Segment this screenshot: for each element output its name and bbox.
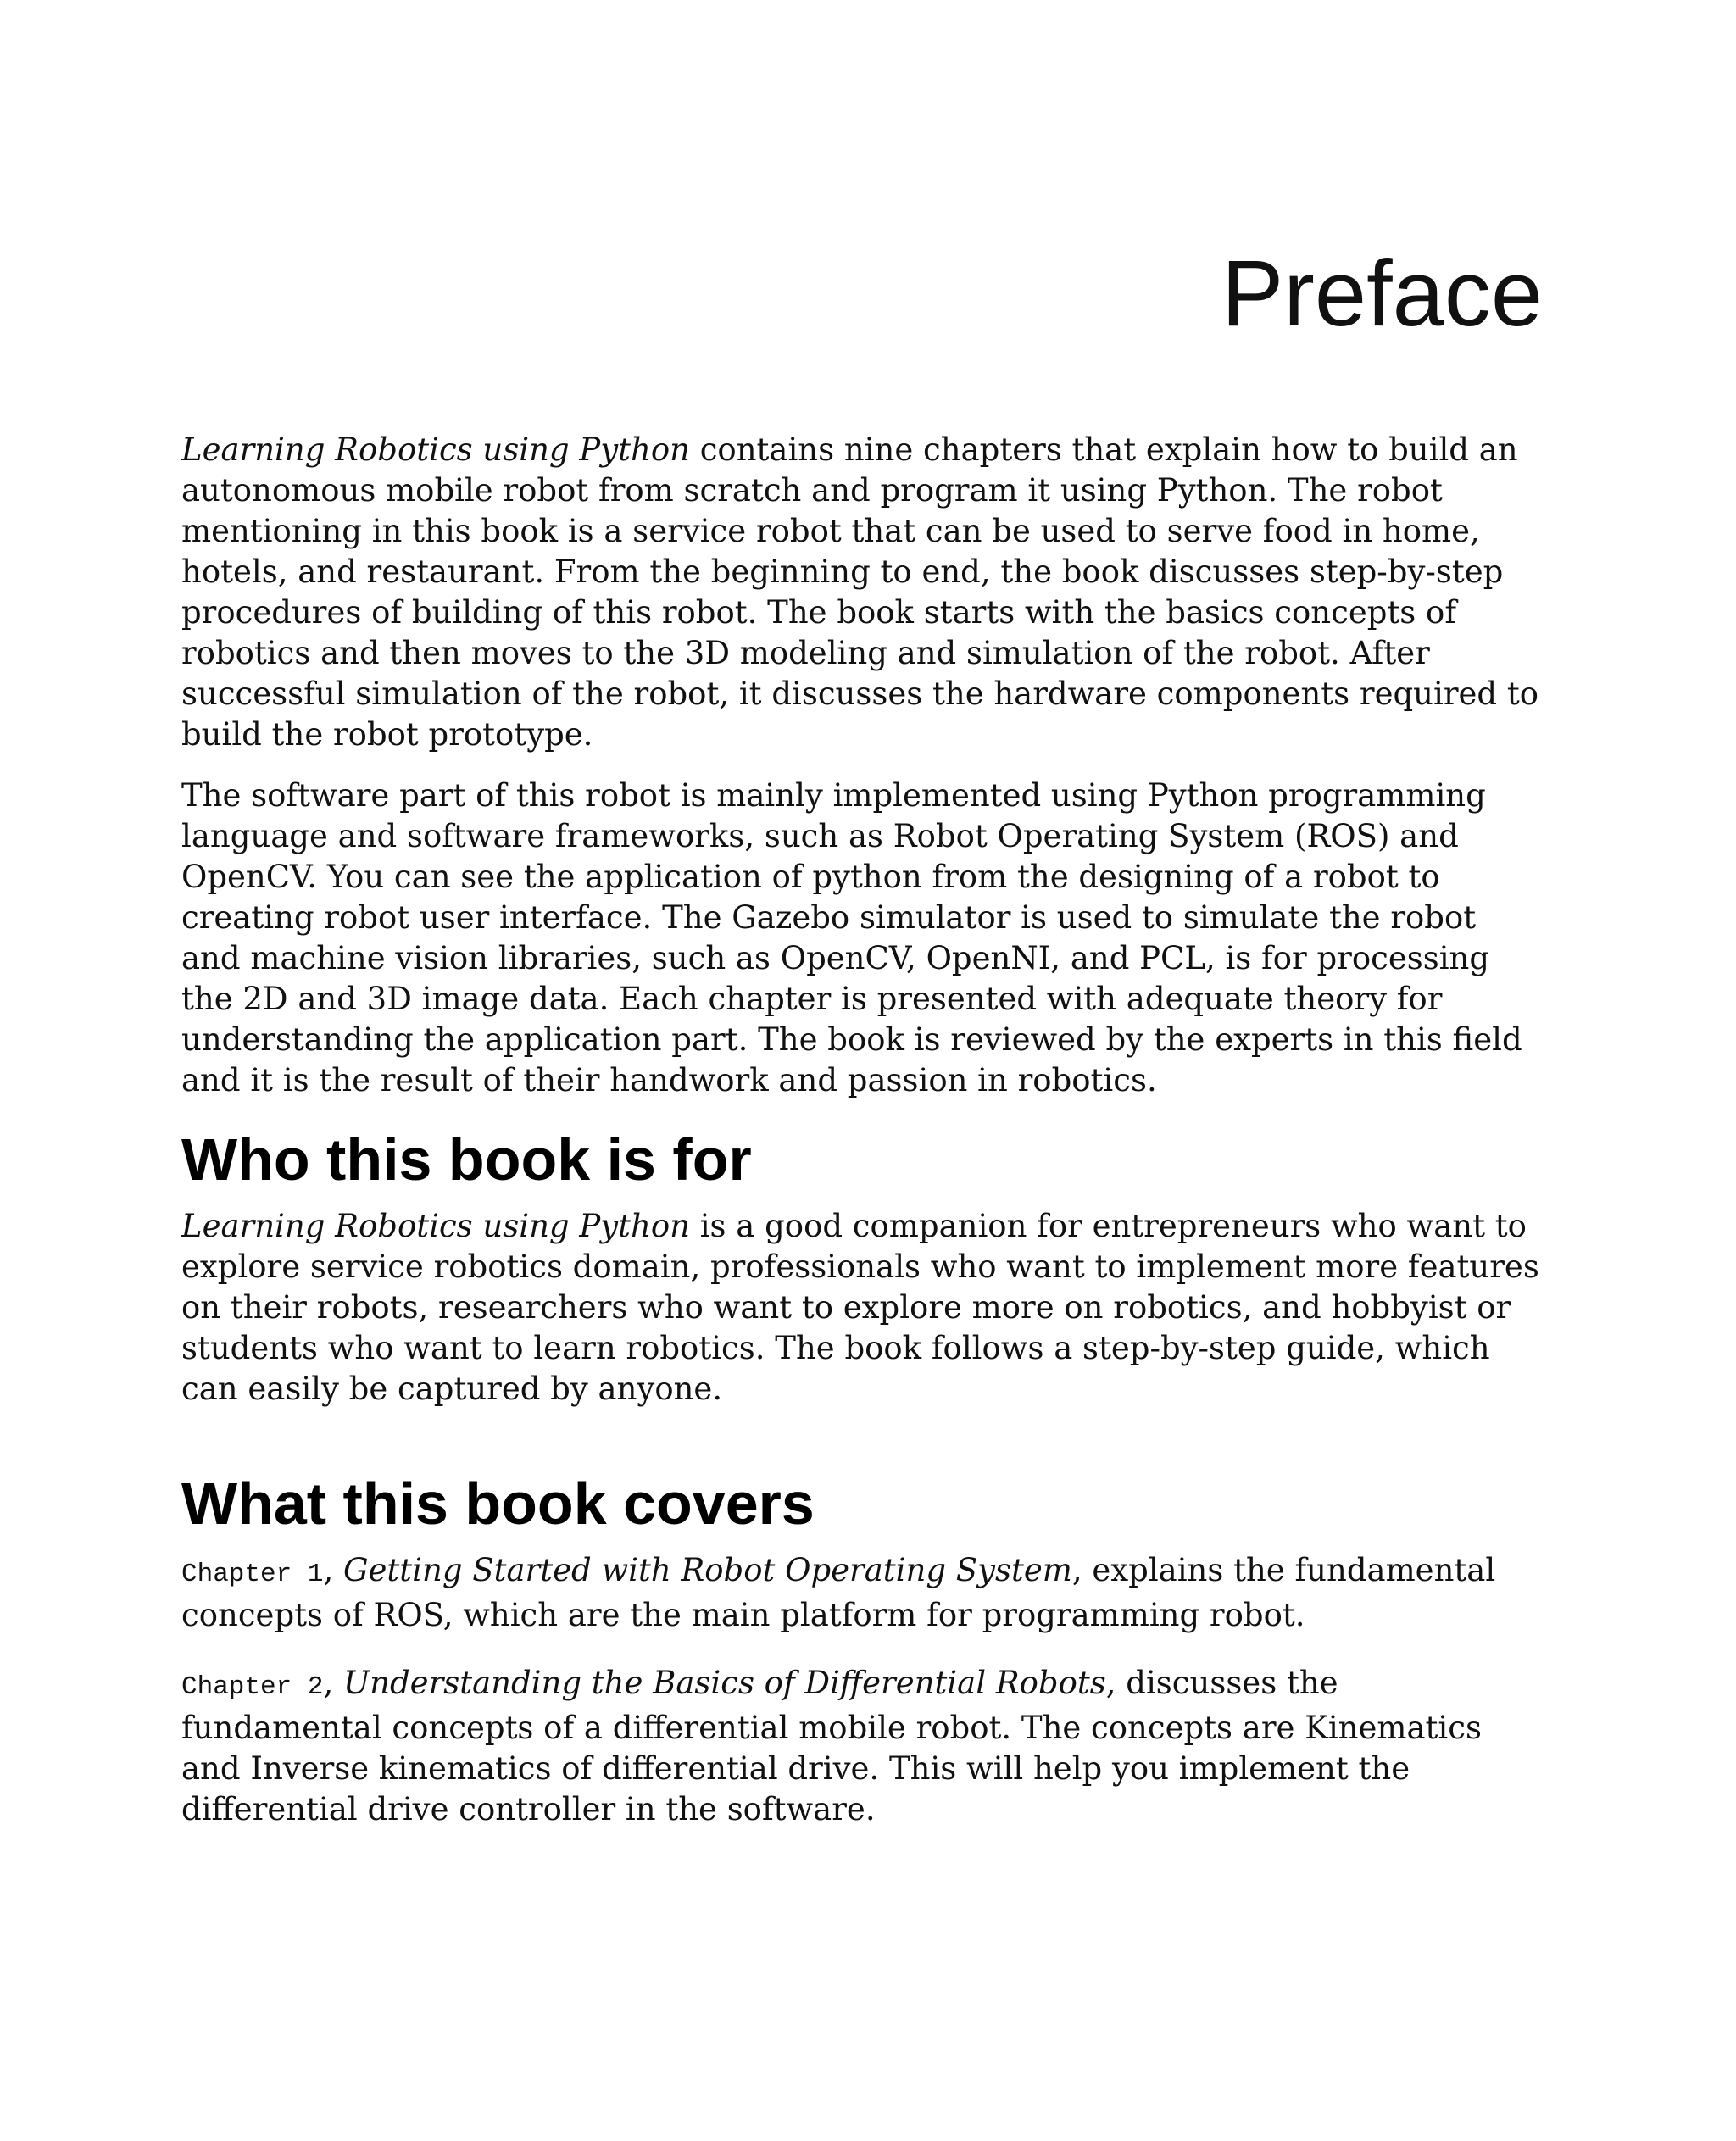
chapter-description: , explains the fundamental concepts of ROS, which are the main platform for programming robot. — [181, 1552, 1496, 1633]
intro-paragraph-1-text: contains nine chapters that explain how to build an autonomous mobile robot from scratch and program it using Python. The robot mentioning in this book is a service robot that can be used to serve food in home, hotels, and restaurant. From the beginning to end, the book discusses step-by-step procedures of building of this robot. The book starts with the basics concepts of robotics and then moves to the 3D modeling and simulation of the robot. After successful simulation of the robot, it discusses the hardware components required to build the robot prototype. — [181, 431, 1539, 753]
chapter-title: Getting Started with Robot Operating System — [342, 1552, 1072, 1588]
intro-section — [181, 430, 1543, 1101]
intro-paragraph-2: The software part of this robot is mainly implemented using Python programming language and software frameworks, such as Robot Operating System (ROS) and OpenCV. You can see the application of python from the designing of a robot to creating robot user interface. The Gazebo simulator is used to simulate the robot and machine vision libraries, such as OpenCV, OpenNI, and PCL, is for processing the 2D and 3D image data. Each chapter is presented with adequate theory for understanding the application part. The book is reviewed by the experts in this field and it is the result of their handwork and passion in robotics. — [181, 777, 1522, 1098]
book-title-italic: Learning Robotics using Python — [181, 431, 690, 468]
book-title-italic: Learning Robotics using Python — [181, 1208, 690, 1244]
chapter-entry — [181, 1550, 1543, 1636]
covers-heading: What this book covers — [181, 1471, 815, 1537]
who-heading: Who this book is for — [181, 1126, 752, 1193]
chapter-sep: , — [323, 1552, 343, 1588]
who-paragraph-text: is a good companion for entrepreneurs who want to explore service robotics domain, professionals who want to implement more features on their robots, researchers who want to explore more on robotics, and hobbyist or students who want to learn robotics. The book follows a step-by-step guide, which can easily be captured by anyone. — [181, 1208, 1539, 1407]
chapter-title: Understanding the Basics of Differential Robots — [342, 1665, 1106, 1701]
chapter-entry — [181, 1663, 1543, 1830]
chapter-sep: , — [323, 1665, 343, 1701]
covers-section — [181, 1471, 1543, 1830]
page-title: Preface — [1221, 242, 1543, 346]
who-section — [181, 1126, 1543, 1410]
chapter-label: Chapter 2 — [181, 1672, 324, 1702]
who-paragraph — [181, 1206, 1543, 1410]
chapter-description: , discusses the fundamental concepts of a differential mobile robot. The concepts are Kinematics and Inverse kinematics of differential drive. This will help you implement the differential drive controller in the software. — [181, 1665, 1482, 1827]
intro-paragraph-1 — [181, 430, 1543, 755]
chapter-label: Chapter 1 — [181, 1560, 324, 1589]
